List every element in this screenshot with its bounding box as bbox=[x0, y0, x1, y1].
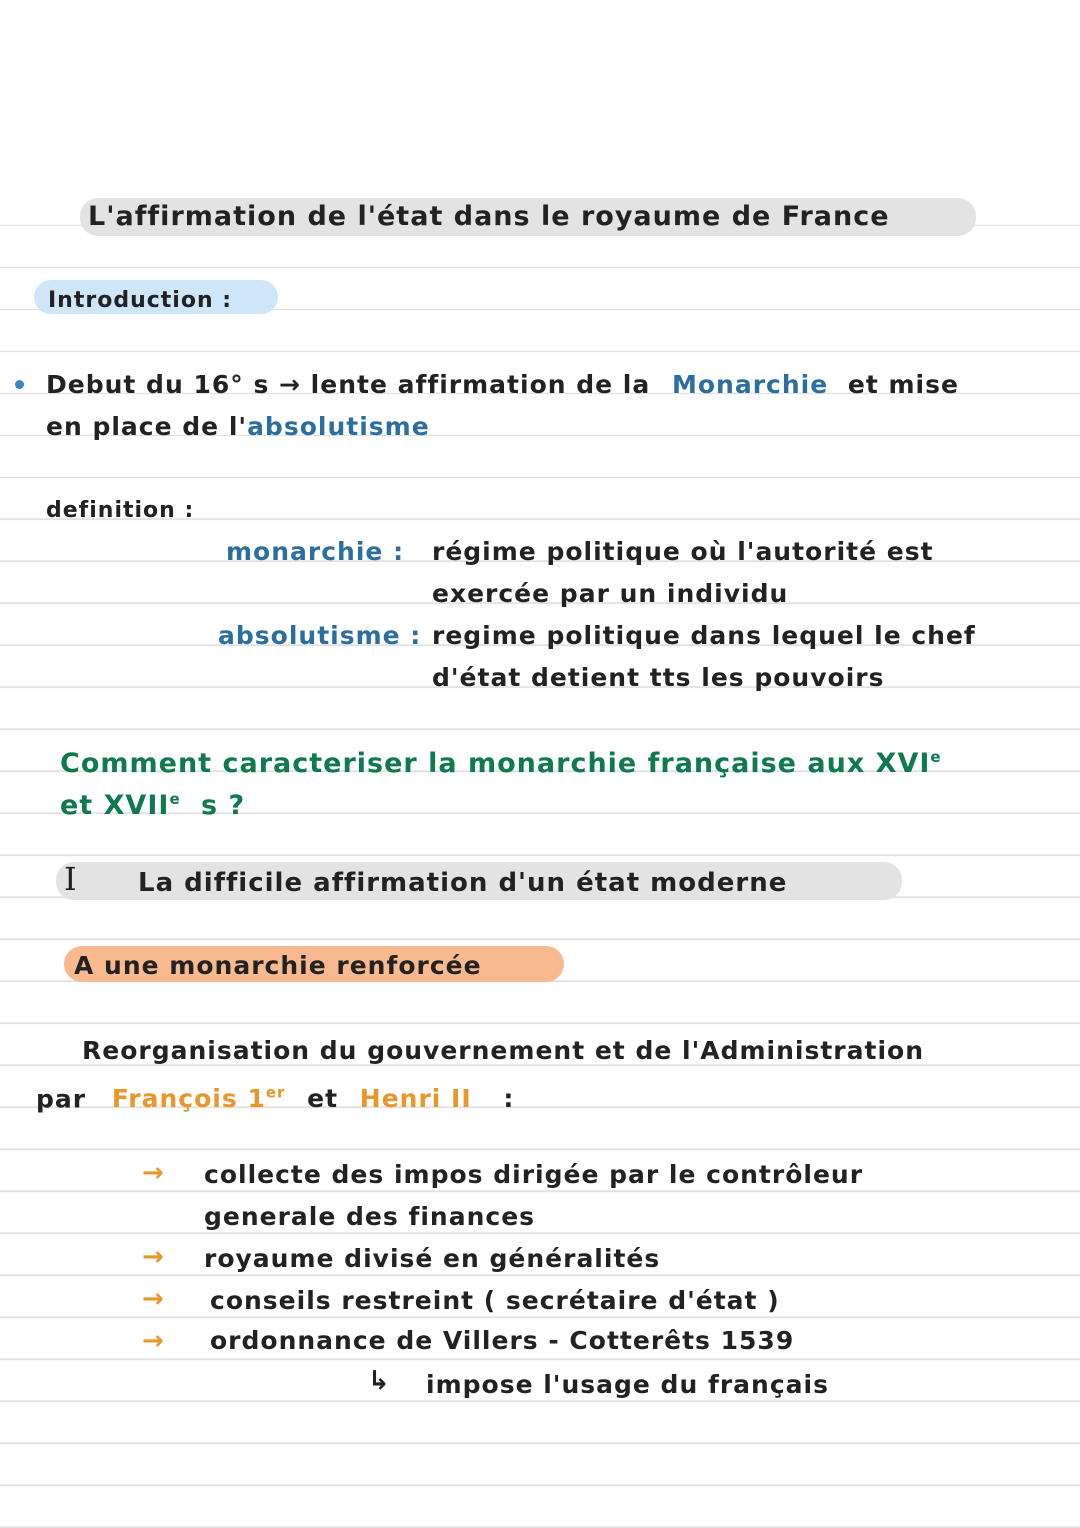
question-text-a: Comment caracteriser la monarchie française aux XVI bbox=[60, 748, 931, 779]
problem-question-line2 bbox=[60, 784, 245, 821]
arrow-icon: → bbox=[142, 1326, 164, 1356]
intro-bullet-line1 bbox=[46, 370, 959, 400]
reorg-par: par bbox=[36, 1084, 87, 1114]
reorg-et: et bbox=[307, 1084, 339, 1114]
arrow-icon: → bbox=[142, 1284, 164, 1314]
section1-title: La difficile affirmation d'un état moderne bbox=[138, 868, 788, 898]
definition-absolutisme-line1: regime politique dans lequel le chef bbox=[432, 621, 976, 650]
intro-bullet-text-a: Debut du 16° s → lente affirmation de la bbox=[46, 370, 651, 399]
reorg-francois: François 1er bbox=[111, 1084, 286, 1114]
page-title: L'affirmation de l'état dans le royaume de France bbox=[88, 201, 890, 232]
intro-heading: Introduction : bbox=[48, 288, 233, 313]
reorg-line2 bbox=[36, 1078, 514, 1114]
sub-note: impose l'usage du français bbox=[426, 1370, 829, 1399]
list-item-1-line2: generale des finances bbox=[204, 1202, 536, 1231]
reorg-henri: Henri II bbox=[359, 1084, 472, 1114]
intro-bullet-line2 bbox=[46, 412, 430, 442]
list-item-3: conseils restreint ( secrétaire d'état ) bbox=[210, 1286, 780, 1315]
arrow-icon: → bbox=[142, 1242, 164, 1272]
question-sup1: e bbox=[930, 748, 942, 766]
arrow-icon: → bbox=[142, 1158, 164, 1188]
definition-absolutisme-line2: d'état detient tts les pouvoirs bbox=[432, 663, 885, 692]
problem-question-line1 bbox=[60, 742, 942, 779]
intro-bullet-text-c: en place de l' bbox=[46, 412, 248, 441]
intro-bullet-text-b: et mise bbox=[847, 370, 959, 399]
question-text-b: et XVII bbox=[60, 790, 170, 821]
reorg-colon: : bbox=[503, 1084, 515, 1114]
reorg-line1: Reorganisation du gouvernement et de l'Administration bbox=[82, 1036, 924, 1065]
definition-term-absolutisme: absolutisme : bbox=[218, 621, 422, 650]
intro-bullet-monarchie: Monarchie bbox=[671, 370, 829, 399]
definition-heading: definition : bbox=[46, 498, 195, 523]
bullet-dot bbox=[15, 380, 24, 389]
intro-bullet-absolutisme: absolutisme bbox=[247, 412, 430, 441]
definition-monarchie-line2: exercée par un individu bbox=[432, 579, 789, 608]
list-item-4: ordonnance de Villers - Cotterêts 1539 bbox=[210, 1326, 795, 1355]
subsectionA-title: A une monarchie renforcée bbox=[74, 951, 482, 980]
definition-term-monarchie: monarchie : bbox=[226, 537, 405, 566]
sub-arrow-icon: ↳ bbox=[368, 1366, 391, 1396]
list-item-1-line1: collecte des impos dirigée par le contrôleur bbox=[204, 1160, 864, 1189]
list-item-2: royaume divisé en généralités bbox=[204, 1244, 661, 1273]
definition-monarchie-line1: régime politique où l'autorité est bbox=[432, 537, 934, 566]
question-text-c: s ? bbox=[201, 790, 246, 821]
section1-numeral: I bbox=[64, 860, 78, 898]
top-margin bbox=[0, 0, 1080, 184]
question-sup2: e bbox=[169, 790, 181, 808]
